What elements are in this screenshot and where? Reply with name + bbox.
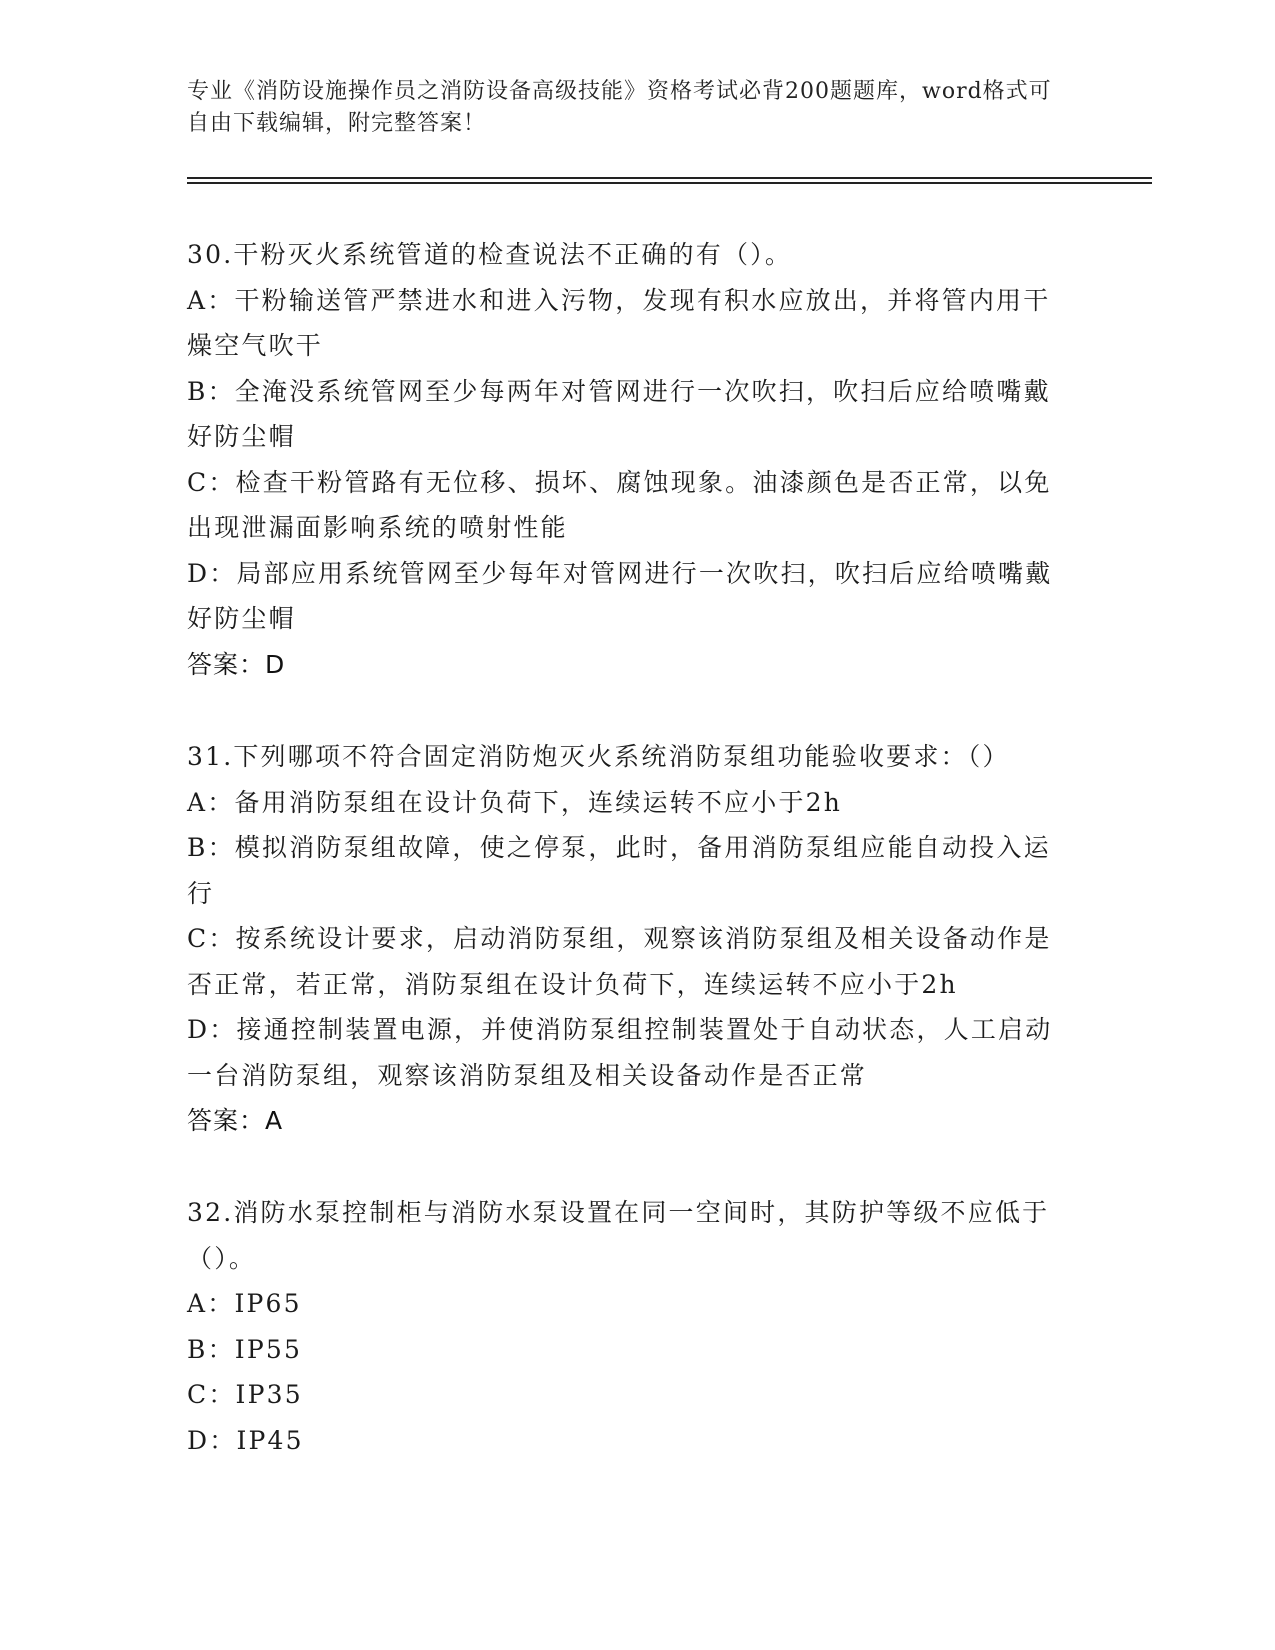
- question-stem: 30.干粉灭火系统管道的检查说法不正确的有（）。: [187, 240, 793, 269]
- header-divider-bottom: [187, 182, 1152, 184]
- answer: 答案：D: [187, 649, 286, 679]
- option-a: A：IP65: [187, 1289, 302, 1318]
- option-c: C：IP35: [187, 1380, 303, 1409]
- option-a: A：干粉输送管严禁进水和进入污物，发现有积水应放出，并将管内用干燥空气吹干: [187, 285, 1051, 360]
- option-b: B：IP55: [187, 1334, 303, 1364]
- question-32: [187, 1190, 1067, 1463]
- option-d: D：接通控制装置电源，并使消防泵组控制装置处于自动状态，人工启动一台消防泵组，观察该消防泵组及相关设备动作是否正常: [187, 1015, 1053, 1090]
- option-a: A：备用消防泵组在设计负荷下，连续运转不应小于2h: [187, 787, 843, 817]
- option-c: C：检查干粉管路有无位移、损坏、腐蚀现象。油漆颜色是否正常，以免出现泄漏面影响系统的喷射性能: [187, 467, 1052, 542]
- document-header: 专业《消防设施操作员之消防设备高级技能》资格考试必背200题题库，word格式可自由下载编辑，附完整答案！: [187, 79, 1052, 136]
- option-c: C：按系统设计要求，启动消防泵组，观察该消防泵组及相关设备动作是否正常，若正常，消防泵组在设计负荷下，连续运转不应小于2h: [187, 924, 1052, 999]
- question-30: [187, 232, 1067, 687]
- question-31: [187, 734, 1067, 1144]
- answer: 答案：A: [187, 1106, 284, 1135]
- option-b: B：模拟消防泵组故障，使之停泵，此时，备用消防泵组应能自动投入运行: [187, 833, 1051, 908]
- option-b: B：全淹没系统管网至少每两年对管网进行一次吹扫，吹扫后应给喷嘴戴好防尘帽: [187, 376, 1051, 451]
- question-stem: 31.下列哪项不符合固定消防炮灭火系统消防泵组功能验收要求：（）: [187, 742, 1010, 771]
- question-stem: 32.消防水泵控制柜与消防水泵设置在同一空间时，其防护等级不应低于（）。: [187, 1198, 1050, 1273]
- header-divider-top: [187, 177, 1152, 179]
- option-d: D：IP45: [187, 1425, 304, 1455]
- option-d: D：局部应用系统管网至少每年对管网进行一次吹扫，吹扫后应给喷嘴戴好防尘帽: [187, 558, 1053, 633]
